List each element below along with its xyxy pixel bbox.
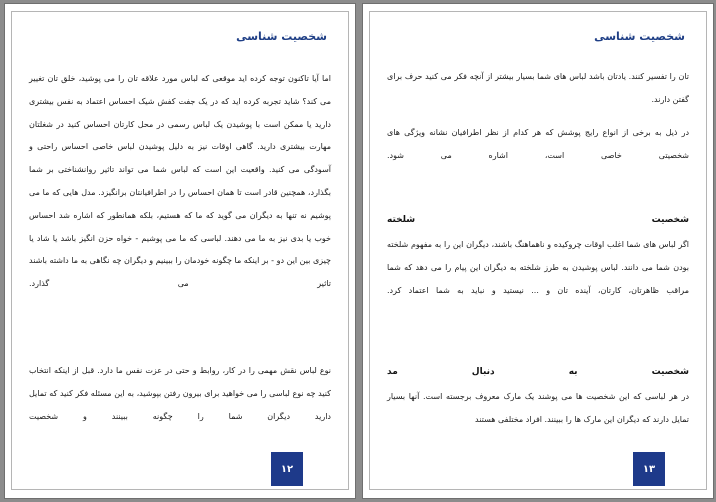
paragraph: تان را تفسیر کنند. یادتان باشد لباس های شما بسیار بیشتر از آنچه فکر می کنید حرف برای گفتن دارند. bbox=[387, 72, 689, 104]
paragraph: اگر لباس های شما اغلب اوقات چروکیده و ناهماهنگ باشند، دیگران این را به مفهوم شلخته بودن شما می دانند. لباس پوشیدن به طرز شلخته به دیگران این پیام را می دهد که شما مراقب ظاهرتان، کارتان، آینده تان و ... نیستید و نباید به شما اعتماد کرد. bbox=[387, 240, 689, 295]
section-heading: شخصیت شلخته bbox=[387, 215, 689, 225]
page-title: شخصیت شناسی bbox=[236, 30, 327, 43]
page-title: شخصیت شناسی bbox=[594, 30, 685, 43]
page-number: ۱۳ bbox=[633, 452, 665, 486]
paragraph: در ذیل به برخی از انواع رایج پوشش که هر کدام از نظر اطرافیان نشانه ویژگی های شخصیتی خاصی است، اشاره می شود. bbox=[387, 128, 689, 160]
paragraph: نوع لباس نقش مهمی را در کار، روابط و حتی در عزت نفس ما دارد. قبل از اینکه انتخاب کنید چه نوع لباسی را می خواهید برای بیرون رفتن بپوشید، به این مسئله فکر کنید که تمایل دارید دیگران شما را چگونه ببینند و شخصیت bbox=[29, 366, 331, 421]
page-number: ۱۲ bbox=[271, 452, 303, 486]
document-page-right bbox=[362, 3, 714, 499]
section-heading: شخصیت به دنبال مد bbox=[387, 367, 689, 377]
document-page-left bbox=[4, 3, 356, 499]
paragraph: در هر لباسی که این شخصیت ها می پوشند یک مارک معروف برجسته است. آنها بسیار تمایل دارند که دیگران این مارک ها را ببینند. افراد مختلفی هستند bbox=[387, 392, 689, 424]
paragraph: اما آیا تاکنون توجه کرده اید موقعی که لباس مورد علاقه تان را می پوشید، خلق تان تغییر می کند؟ شاید تجربه کرده اید که در یک جفت کفش شیک احساس اعتماد به نفس بیشتری دارید یا ممکن است با پوشیدن یک لباس رسمی در محل کارتان احساس کنید در شغلتان مهارت بیشتری دارید. گاهی اوقات نیز به دلیل پوشیدن لباس خاصی احساس راحتی و آسودگی می کنید. واقعیت این است که لباس شما می تواند تاثیر روانشناختی بر شما بگذارد، همچنین قادر است تا همان احساس را در اطرافیانتان برانگیزد. مدل هایی که ما می پوشیم نه تنها به دیگران می گوید که ما که هستیم، بلکه همانطور که اشاره شد احساس خوب یا بدی نیز به ما می دهند. لباسی که ما می پوشیم - خواه حزن انگیز باشد یا شاد یا چیزی بین این دو - بر اینکه ما چگونه خودمان را ببینیم و دیگران چه نگاهی به ما داشته باشند تاثیر می گذارد. bbox=[29, 74, 331, 289]
